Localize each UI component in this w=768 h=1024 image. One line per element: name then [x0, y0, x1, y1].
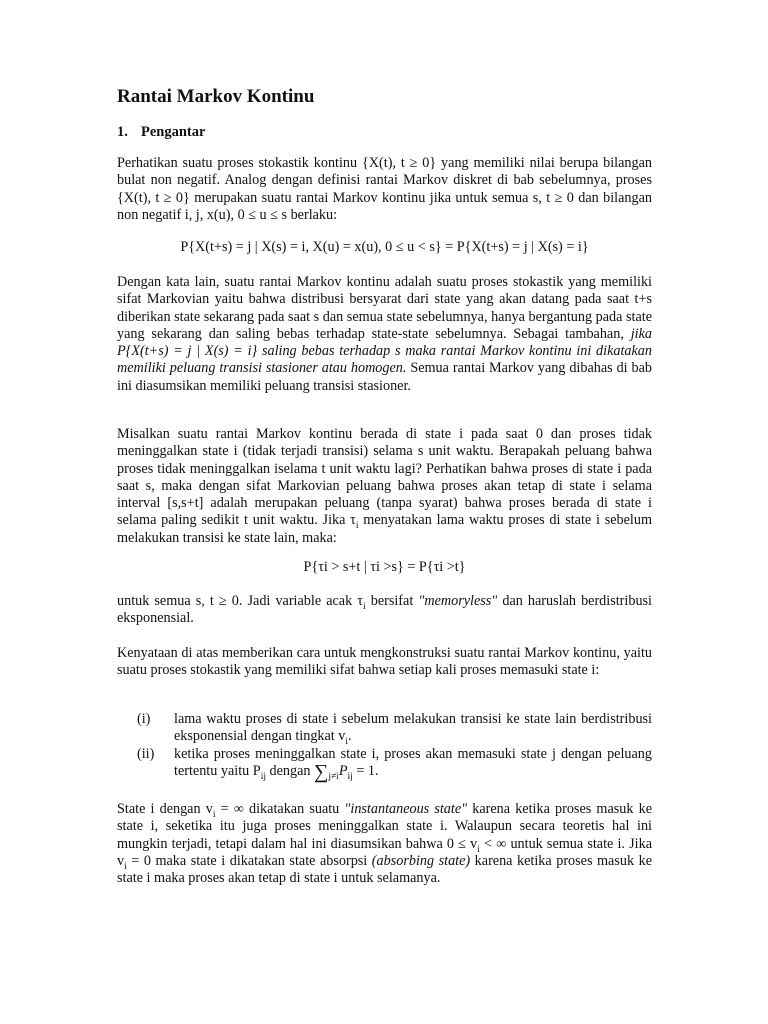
- paragraph-holding-tail: menyatakan lama waktu proses di state i sebelum melakukan transisi ke state lain, maka:: [117, 512, 652, 546]
- paragraph-intro: Perhatikan suatu proses stokastik kontinu {X(t), t ≥ 0} yang memiliki nilai berupa bilangan bulat non negatif. Analog dengan definisi rantai Markov diskret di bab sebelumnya, proses {X(t), t ≥ 0} merupakan suatu rantai Markov kontinu jika untuk semua s, t ≥ 0 dan bilangan non negatif i, j, x(u), 0 ≤ u ≤ s berlaku:: [117, 155, 652, 223]
- section-title: Pengantar: [141, 124, 206, 140]
- memoryless-text-2: bersifat: [365, 593, 419, 609]
- paragraph-holding-text: Misalkan suatu rantai Markov kontinu berada di state i pada saat 0 dan proses tidak meninggalkan state i (tidak terjadi transisi) selama s unit waktu. Berapakah peluang bahwa proses tidak meninggalkan iselama t unit waktu lagi? Perhatikan bahwa proses di state i pada saat s, maka dengan sifat Markovian peluang bahwa proses akan tetap di state i selama interval [s,s+t] adalah merupakan peluang (tanpa syarat) bahwa proses berada di state i selama paling sedikit t unit waktu. Jika τ: [117, 426, 652, 529]
- instantaneous-tail: karena ketika proses masuk ke state i maka proses akan tetap di state i untuk selamanya.: [117, 852, 652, 887]
- list-item: [117, 711, 652, 746]
- stationary-definition: jika P{X(t+s) = j | X(s) = i} saling bebas terhadap s maka rantai Markov kontinu ini dikatakan memiliki peluang transisi stasioner atau homogen.: [117, 325, 652, 377]
- list-text: ketika proses meninggalkan state i, proses akan memasuki state j dengan peluang tertentu yaitu P: [174, 745, 652, 779]
- list-label: (i): [137, 711, 151, 727]
- paragraph-markovian-text: Dengan kata lain, suatu rantai Markov kontinu adalah suatu proses stokastik yang memiliki sifat Markovian yaitu bahwa distribusi bersyarat dari state yang akan datang pada saat t+s diberikan state sekarang pada saat s dan semua state sebelumnya, hanya bergantung pada state yang sekarang dan saling bebas terhadap state-state sebelumnya. Sebagai tambahan,: [117, 274, 652, 342]
- list-tail: dengan: [265, 762, 315, 779]
- paragraph-markovian-tail: Semua rantai Markov yang dibahas di bab ini diasumsikan memiliki peluang transisi stasioner.: [117, 360, 652, 394]
- memoryless-term: "memoryless": [418, 593, 498, 609]
- paragraph-construction: Kenyataan di atas memberikan cara untuk mengkonstruksi suatu rantai Markov kontinu, yaitu suatu proses stokastik yang memiliki sifat bahwa setiap kali proses memasuki state i:: [117, 645, 652, 679]
- instantaneous-text-5: = 0 maka state i dikatakan state absorpsi: [126, 852, 372, 869]
- prob-subscript: ij: [260, 771, 266, 782]
- summation-term: P: [338, 762, 348, 779]
- markov-property-formula: P{X(t+s) = j | X(s) = i, X(u) = x(u), 0 ≤ u < s} = P{X(t+s) = j | X(s) = i}: [180, 239, 589, 255]
- section-heading: [117, 124, 205, 141]
- summation-symbol: ∑: [314, 760, 329, 783]
- list-label: (ii): [137, 745, 155, 762]
- paragraph-memoryless: [117, 593, 652, 628]
- instantaneous-text: State i dengan v: [117, 801, 213, 817]
- memoryless-formula: P{τi > s+t | τi >s} = P{τi >t}: [303, 559, 466, 575]
- paragraph-holding-time: [117, 426, 652, 547]
- paragraph-instantaneous: [117, 801, 652, 887]
- paragraph-markovian: [117, 274, 652, 395]
- tau-subscript: i: [355, 521, 359, 532]
- memoryless-text: untuk semua s, t ≥ 0. Jadi variable acak τ: [117, 593, 363, 609]
- instantaneous-text-2: = ∞ dikatakan suatu: [215, 801, 345, 817]
- rate-subscript: i: [345, 737, 349, 748]
- instantaneous-term: "instantaneous state": [344, 801, 468, 817]
- instantaneous-text-4: < ∞ untuk semua state i. Jika v: [117, 835, 652, 869]
- construction-list: [117, 711, 652, 781]
- memoryless-tail: dan haruslah berdistribusi eksponensial.: [117, 593, 652, 627]
- rate-subscript: i: [477, 844, 480, 855]
- summation-index: j≠i: [328, 771, 339, 782]
- tau-subscript: i: [363, 601, 366, 612]
- list-item: [117, 746, 652, 782]
- document-title: Rantai Markov Kontinu: [117, 86, 315, 107]
- list-tail: .: [348, 728, 352, 745]
- summation-equals: = 1.: [352, 762, 379, 779]
- rate-subscript: i: [124, 861, 127, 872]
- instantaneous-text-3: karena ketika proses masuk ke state i, seketika itu juga proses meninggalkan state i. Walaupun secara teoretis hal ini mungkin terjadi, tetapi dalam hal ini diasumsikan bahwa 0 ≤ v: [117, 801, 652, 852]
- absorbing-term: (absorbing state): [371, 852, 471, 869]
- rate-subscript: i: [212, 809, 216, 820]
- list-text: lama waktu proses di state i sebelum melakukan transisi ke state lain berdistribusi eksponensial dengan tingkat v: [174, 711, 652, 745]
- summation-term-subscript: ij: [347, 771, 353, 782]
- section-number: 1.: [117, 124, 128, 140]
